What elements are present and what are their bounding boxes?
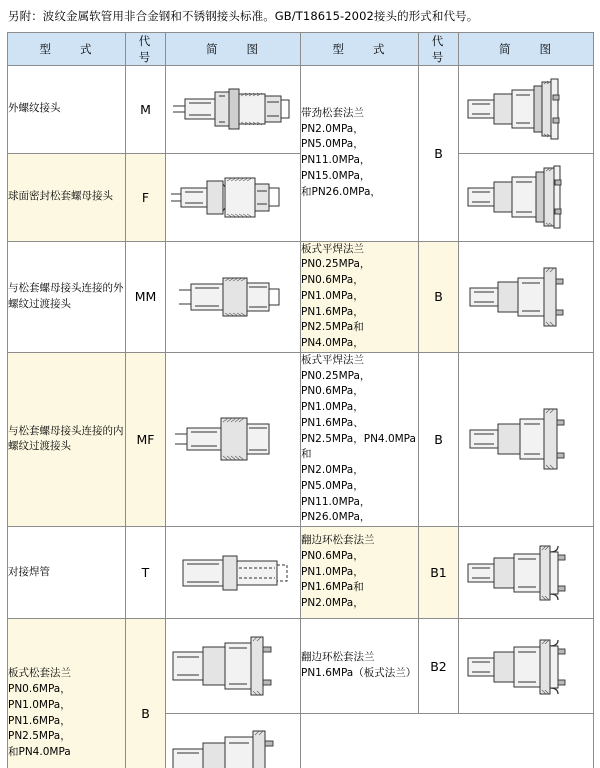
row-code-t: T	[126, 527, 166, 619]
figure-plate-welding-flange-1	[459, 241, 594, 352]
line-2: PN2.0MPa，PN5.0MPa，	[301, 122, 364, 151]
row-label-f: 球面密封松套螺母接头	[8, 153, 126, 241]
row-label-plate-lap-flange	[8, 619, 126, 768]
figure-spherical-seal-union-nut	[166, 153, 301, 241]
figure-plate-lap-joint-flange-bottom	[166, 714, 301, 768]
line-1: 板式松套法兰	[8, 667, 71, 680]
row-code-ribbed-flange: B	[419, 65, 459, 241]
line-1: 板式平焊法兰	[301, 242, 364, 255]
line-5: PN2.0MPa，PN5.0MPa，	[301, 464, 364, 492]
row-code-f: F	[126, 153, 166, 241]
table-row	[8, 352, 594, 526]
figure-ribbed-lap-flange-top	[459, 65, 594, 153]
table-row	[8, 241, 594, 352]
table-row	[8, 619, 594, 714]
row-label-plate-welding-1	[301, 241, 419, 352]
line-6: PN11.0MPa，PN26.0MPa，	[301, 495, 371, 524]
table-row	[8, 65, 594, 153]
row-code-mf: MF	[126, 352, 166, 526]
line-1: 带劲松套法兰	[301, 106, 364, 119]
row-code-plate-welding-1: B	[419, 241, 459, 352]
line-3: PN11.0MPa，PN15.0MPa，	[301, 154, 371, 182]
header-type-right: 型 式	[301, 32, 419, 65]
row-label-mf: 与松套螺母接头连接的内螺纹过渡接头	[8, 352, 126, 526]
row-code-flared-ring-b1: B1	[419, 527, 459, 619]
line-3: PN1.6MPa，PN2.5MPa，	[8, 714, 71, 743]
row-label-t: 对接焊管	[8, 527, 126, 619]
table-header	[8, 32, 594, 65]
row-label-flared-ring-b1	[301, 527, 419, 619]
line-4: PN2.5MPa，PN4.0MPa和	[301, 432, 416, 461]
figure-flared-ring-lap-flange	[459, 527, 594, 619]
line-1: 翻边环松套法兰	[301, 534, 375, 547]
row-code-m: M	[126, 65, 166, 153]
row-label-ribbed-flange	[301, 65, 419, 241]
figure-flared-ring-lap-flange-plate	[459, 619, 594, 714]
figure-plate-lap-joint-flange-top	[166, 619, 301, 714]
row-label-plate-welding-2	[301, 352, 419, 526]
table-row	[8, 527, 594, 619]
line-2: PN0.6MPa，PN1.0MPa，	[301, 549, 364, 578]
row-code-plate-welding-2: B	[419, 352, 459, 526]
line-2: PN0.25MPa，PN0.6MPa，	[301, 258, 371, 287]
figure-plate-welding-flange-2	[459, 352, 594, 526]
row-code-plate-lap-flange: B	[126, 619, 166, 768]
row-code-mm: MM	[126, 241, 166, 352]
row-label-m: 外螺纹接头	[8, 65, 126, 153]
line-3: PN1.6MPa和PN2.0MPa，	[301, 581, 364, 610]
figure-male-thread-fitting	[166, 65, 301, 153]
line-4: 和PN4.0MPa	[8, 746, 71, 759]
line-2: PN0.25MPa，PN0.6MPa，	[301, 369, 371, 398]
line-2: PN1.6MPa（板式法兰）	[301, 667, 417, 680]
row-label-mm: 与松套螺母接头连接的外螺纹过渡接头	[8, 241, 126, 352]
line-1: 翻边环松套法兰	[301, 651, 375, 664]
figure-ribbed-lap-flange-bottom	[459, 153, 594, 241]
line-3: PN1.0MPa，PN1.6MPa，	[301, 289, 364, 318]
line-4: PN2.5MPa和PN4.0MPa，	[301, 321, 364, 350]
fitting-types-table	[7, 32, 594, 768]
page-caption: 另附：波纹金属软管用非合金钢和不锈钢接头标准。GB/T18615-2002接头的形式和代号。	[8, 9, 479, 23]
header-figure-right: 简 图	[459, 32, 594, 65]
row-code-flared-ring-b2: B2	[419, 619, 459, 714]
line-4: 和PN26.0MPa，	[301, 185, 381, 198]
row-label-flared-ring-b2	[301, 619, 419, 714]
figure-female-transition-fitting	[166, 352, 301, 526]
header-code-left: 代 号	[126, 32, 166, 65]
line-1: 板式平焊法兰	[301, 353, 364, 366]
header-figure-left: 简 图	[166, 32, 301, 65]
header-type-left: 型 式	[8, 32, 126, 65]
line-2: PN0.6MPa，PN1.0MPa，	[8, 683, 71, 711]
empty-cell-bottom-right	[301, 714, 594, 768]
figure-butt-weld-pipe	[166, 527, 301, 619]
header-code-right: 代 号	[419, 32, 459, 65]
figure-male-transition-fitting	[166, 241, 301, 352]
line-3: PN1.0MPa，PN1.6MPa、	[301, 401, 364, 429]
